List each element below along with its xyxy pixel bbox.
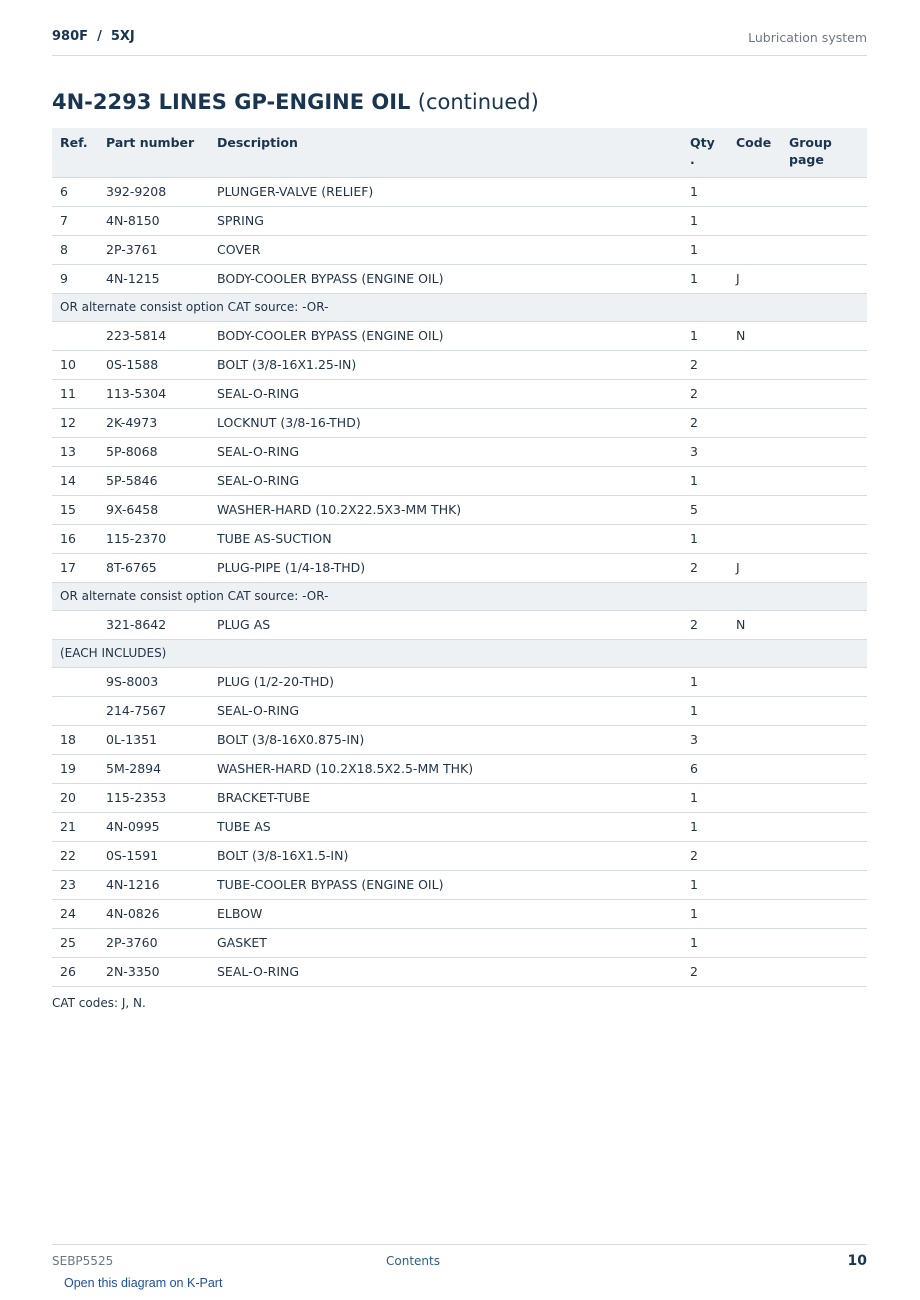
qty-cell: 2 [682, 841, 728, 870]
ref-cell: 10 [52, 350, 98, 379]
part-number-cell: 4N-0826 [98, 899, 209, 928]
qty-cell: 1 [682, 321, 728, 350]
qty-cell: 1 [682, 696, 728, 725]
group-page-cell [781, 235, 867, 264]
ref-cell: 21 [52, 812, 98, 841]
qty-cell: 1 [682, 899, 728, 928]
table-row [52, 264, 867, 293]
code-cell [728, 408, 781, 437]
code-cell [728, 437, 781, 466]
code-cell [728, 235, 781, 264]
table-note-row [52, 293, 867, 321]
qty-cell: 1 [682, 177, 728, 206]
table-row [52, 235, 867, 264]
part-number-cell: 4N-0995 [98, 812, 209, 841]
qty-cell: 2 [682, 350, 728, 379]
table-row [52, 899, 867, 928]
description-cell: BOLT (3/8-16X1.5-IN) [209, 841, 682, 870]
description-cell: SEAL-O-RING [209, 437, 682, 466]
table-row [52, 495, 867, 524]
table-row [52, 437, 867, 466]
group-page-cell [781, 177, 867, 206]
ref-cell: 11 [52, 379, 98, 408]
ref-cell: 22 [52, 841, 98, 870]
col-header-code: Code [728, 128, 781, 177]
table-note-row [52, 639, 867, 667]
code-cell [728, 350, 781, 379]
table-row [52, 783, 867, 812]
table-row [52, 610, 867, 639]
code-cell [728, 466, 781, 495]
qty-cell: 2 [682, 553, 728, 582]
table-row [52, 812, 867, 841]
description-cell: BOLT (3/8-16X1.25-IN) [209, 350, 682, 379]
qty-cell: 1 [682, 466, 728, 495]
part-number-cell: 4N-1216 [98, 870, 209, 899]
code-cell [728, 667, 781, 696]
part-number-cell: 5P-8068 [98, 437, 209, 466]
part-number-cell: 115-2370 [98, 524, 209, 553]
table-row [52, 667, 867, 696]
col-header-ref: Ref. [52, 128, 98, 177]
ref-cell: 18 [52, 725, 98, 754]
part-number-cell: 5M-2894 [98, 754, 209, 783]
group-page-cell [781, 437, 867, 466]
col-header-part-number: Part number [98, 128, 209, 177]
code-cell [728, 524, 781, 553]
contents-link[interactable]: Contents [386, 1254, 440, 1268]
part-number-cell: 113-5304 [98, 379, 209, 408]
description-cell: SEAL-O-RING [209, 466, 682, 495]
qty-cell: 1 [682, 206, 728, 235]
page-title [52, 90, 539, 114]
group-page-cell [781, 957, 867, 986]
code-cell [728, 379, 781, 408]
code-cell: J [728, 264, 781, 293]
group-page-cell [781, 696, 867, 725]
group-page-cell [781, 841, 867, 870]
description-cell: PLUNGER-VALVE (RELIEF) [209, 177, 682, 206]
open-kpart-diagram-link[interactable]: Open this diagram on K-Part [64, 1276, 223, 1290]
code-cell [728, 899, 781, 928]
group-page-cell [781, 321, 867, 350]
ref-cell [52, 667, 98, 696]
part-number-cell: 5P-5846 [98, 466, 209, 495]
group-page-cell [781, 553, 867, 582]
code-cell [728, 696, 781, 725]
ref-cell: 17 [52, 553, 98, 582]
qty-cell: 5 [682, 495, 728, 524]
part-number-cell: 9X-6458 [98, 495, 209, 524]
note-text: OR alternate consist option CAT source: -OR- [52, 293, 867, 321]
page-number: 10 [847, 1253, 867, 1269]
group-page-cell [781, 206, 867, 235]
table-row [52, 754, 867, 783]
ref-cell: 13 [52, 437, 98, 466]
qty-cell: 3 [682, 725, 728, 754]
table-row [52, 466, 867, 495]
group-page-cell [781, 928, 867, 957]
code-cell [728, 928, 781, 957]
qty-cell: 2 [682, 408, 728, 437]
group-page-cell [781, 725, 867, 754]
note-text: OR alternate consist option CAT source: -OR- [52, 582, 867, 610]
section-name: Lubrication system [748, 30, 867, 45]
ref-cell: 16 [52, 524, 98, 553]
qty-cell: 1 [682, 928, 728, 957]
description-cell: BODY-COOLER BYPASS (ENGINE OIL) [209, 321, 682, 350]
part-number-cell: 0S-1591 [98, 841, 209, 870]
table-row [52, 553, 867, 582]
description-cell: ELBOW [209, 899, 682, 928]
title-suffix: (continued) [417, 90, 539, 114]
group-page-cell [781, 899, 867, 928]
part-number-cell: 0L-1351 [98, 725, 209, 754]
part-number-cell: 223-5814 [98, 321, 209, 350]
ref-cell: 15 [52, 495, 98, 524]
description-cell: WASHER-HARD (10.2X22.5X3-MM THK) [209, 495, 682, 524]
parts-table [52, 128, 867, 987]
document-id: SEBP5525 [52, 1254, 114, 1268]
description-cell: WASHER-HARD (10.2X18.5X2.5-MM THK) [209, 754, 682, 783]
table-row [52, 928, 867, 957]
description-cell: BOLT (3/8-16X0.875-IN) [209, 725, 682, 754]
description-cell: PLUG AS [209, 610, 682, 639]
description-cell: TUBE-COOLER BYPASS (ENGINE OIL) [209, 870, 682, 899]
table-row [52, 321, 867, 350]
description-cell: SEAL-O-RING [209, 696, 682, 725]
part-number-cell: 2P-3761 [98, 235, 209, 264]
qty-cell: 1 [682, 264, 728, 293]
group-page-cell [781, 812, 867, 841]
description-cell: SEAL-O-RING [209, 957, 682, 986]
code-cell [728, 725, 781, 754]
table-note-row [52, 582, 867, 610]
table-row [52, 379, 867, 408]
page-footer [52, 1244, 867, 1274]
ref-cell [52, 610, 98, 639]
part-number-cell: 392-9208 [98, 177, 209, 206]
ref-cell: 24 [52, 899, 98, 928]
ref-cell: 19 [52, 754, 98, 783]
table-row [52, 524, 867, 553]
qty-cell: 2 [682, 957, 728, 986]
part-number-cell: 2N-3350 [98, 957, 209, 986]
group-page-cell [781, 754, 867, 783]
code-cell [728, 177, 781, 206]
model-serial: 980F / 5XJ [52, 29, 135, 44]
code-cell: N [728, 610, 781, 639]
description-cell: BRACKET-TUBE [209, 783, 682, 812]
description-cell: LOCKNUT (3/8-16-THD) [209, 408, 682, 437]
ref-cell: 7 [52, 206, 98, 235]
code-cell [728, 870, 781, 899]
part-number-cell: 4N-8150 [98, 206, 209, 235]
code-cell [728, 783, 781, 812]
description-cell: SEAL-O-RING [209, 379, 682, 408]
group-page-cell [781, 610, 867, 639]
code-cell: N [728, 321, 781, 350]
ref-cell: 6 [52, 177, 98, 206]
table-row [52, 177, 867, 206]
cat-codes-note: CAT codes: J, N. [52, 996, 146, 1010]
qty-cell: 2 [682, 610, 728, 639]
code-cell [728, 495, 781, 524]
part-number-cell: 2P-3760 [98, 928, 209, 957]
description-cell: COVER [209, 235, 682, 264]
qty-cell: 6 [682, 754, 728, 783]
table-row [52, 350, 867, 379]
group-page-cell [781, 408, 867, 437]
code-cell [728, 957, 781, 986]
part-number-cell: 8T-6765 [98, 553, 209, 582]
part-number-cell: 9S-8003 [98, 667, 209, 696]
ref-cell: 12 [52, 408, 98, 437]
ref-cell: 20 [52, 783, 98, 812]
part-number-cell: 321-8642 [98, 610, 209, 639]
col-header-description: Description [209, 128, 682, 177]
description-cell: PLUG (1/2-20-THD) [209, 667, 682, 696]
page-header [52, 29, 867, 56]
group-page-cell [781, 783, 867, 812]
part-number-cell: 2K-4973 [98, 408, 209, 437]
group-page-cell [781, 495, 867, 524]
group-page-cell [781, 350, 867, 379]
qty-cell: 1 [682, 524, 728, 553]
ref-cell: 25 [52, 928, 98, 957]
table-row [52, 957, 867, 986]
part-number-cell: 0S-1588 [98, 350, 209, 379]
qty-cell: 1 [682, 235, 728, 264]
group-page-cell [781, 466, 867, 495]
ref-cell: 9 [52, 264, 98, 293]
col-header-group-page: Group page [781, 128, 867, 177]
table-row [52, 870, 867, 899]
part-number-cell: 214-7567 [98, 696, 209, 725]
col-header-qty: Qty . [682, 128, 728, 177]
parts-table-body [52, 177, 867, 986]
ref-cell: 23 [52, 870, 98, 899]
ref-cell: 8 [52, 235, 98, 264]
code-cell [728, 206, 781, 235]
code-cell [728, 812, 781, 841]
description-cell: TUBE AS [209, 812, 682, 841]
qty-cell: 3 [682, 437, 728, 466]
description-cell: GASKET [209, 928, 682, 957]
part-number-cell: 4N-1215 [98, 264, 209, 293]
ref-cell [52, 696, 98, 725]
group-page-cell [781, 524, 867, 553]
qty-cell: 1 [682, 783, 728, 812]
table-row [52, 408, 867, 437]
table-row [52, 206, 867, 235]
qty-cell: 1 [682, 870, 728, 899]
description-cell: BODY-COOLER BYPASS (ENGINE OIL) [209, 264, 682, 293]
qty-cell: 1 [682, 812, 728, 841]
table-row [52, 696, 867, 725]
ref-cell [52, 321, 98, 350]
group-page-cell [781, 870, 867, 899]
table-row [52, 725, 867, 754]
table-row [52, 841, 867, 870]
ref-cell: 26 [52, 957, 98, 986]
part-number-cell: 115-2353 [98, 783, 209, 812]
group-page-cell [781, 264, 867, 293]
code-cell: J [728, 553, 781, 582]
code-cell [728, 841, 781, 870]
note-text: (EACH INCLUDES) [52, 639, 867, 667]
description-cell: TUBE AS-SUCTION [209, 524, 682, 553]
qty-cell: 1 [682, 667, 728, 696]
code-cell [728, 754, 781, 783]
group-page-cell [781, 379, 867, 408]
title-main: 4N-2293 LINES GP-ENGINE OIL [52, 90, 411, 114]
qty-cell: 2 [682, 379, 728, 408]
description-cell: SPRING [209, 206, 682, 235]
description-cell: PLUG-PIPE (1/4-18-THD) [209, 553, 682, 582]
table-header-row [52, 128, 867, 177]
group-page-cell [781, 667, 867, 696]
ref-cell: 14 [52, 466, 98, 495]
